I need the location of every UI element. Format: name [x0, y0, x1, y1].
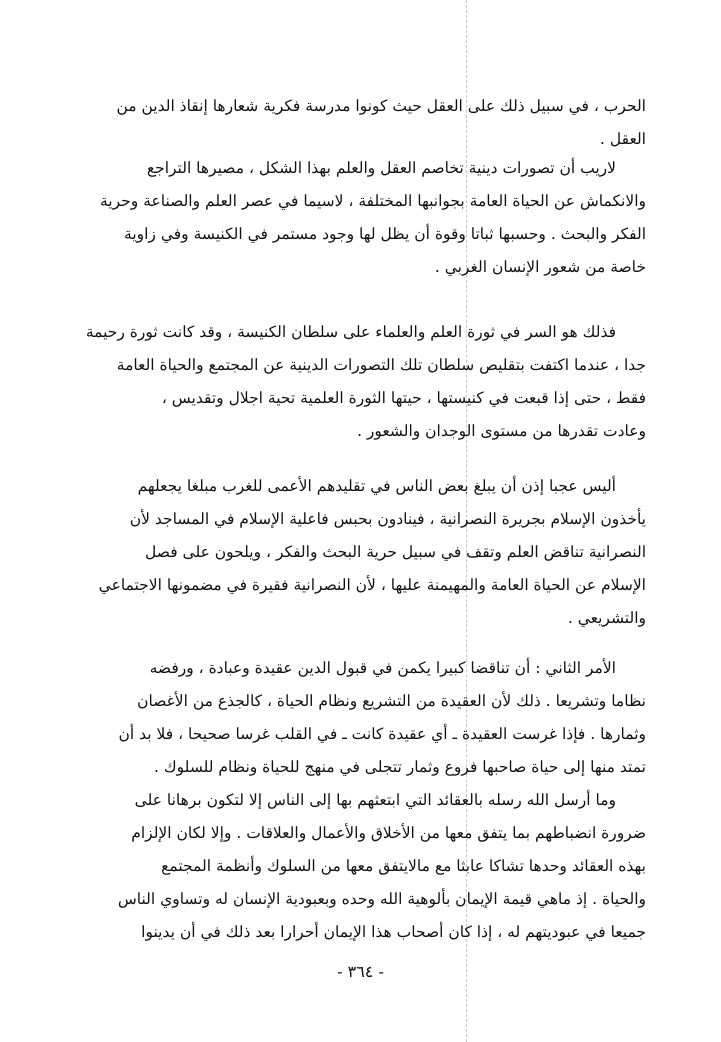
text-line: ضرورة انضباطهم بما يتفق معها من الأخلاق والأعمال والعلاقات . وإلا لكان الإلزام	[131, 824, 646, 842]
text-line: وعادت تقدرها من مستوى الوجدان والشعور .	[357, 422, 646, 440]
page-number: - ٣٦٤ -	[337, 962, 384, 981]
text-line: خاصة من شعور الإنسان الغربي .	[434, 258, 646, 276]
text-line: النصرانية تناقض العلم وتقف في سبيل حرية البحث والفكر ، ويلحون على فصل	[145, 543, 646, 561]
text-line: الفكر والبحث . وحسبها ثباتا وقوة أن يظل لها وجود مستمر في الكنيسة وفي زاوية	[124, 225, 646, 243]
paragraph-2	[72, 152, 646, 284]
text-line: وما أرسل الله رسله بالعقائد التي ابتعثهم بها إلى الناس إلا لتكون برهانا على	[134, 791, 616, 809]
text-line: الأمر الثاني : أن تناقضا كبيرا يكمن في قبول الدين عقيدة وعبادة ، ورفضه	[149, 659, 616, 677]
text-line: تمتد منها إلى حياة صاحبها فروع وثمار تتجلى في منهج للحياة ونظام للسلوك .	[154, 758, 646, 776]
paragraph-5	[72, 652, 646, 784]
text-line: نظاما وتشريعا . ذلك لأن العقيدة من التشريع ونظام الحياة ، كالجذع من الأغصان	[137, 692, 646, 710]
text-line: جدا ، عندما اكتفت بتقليص سلطان تلك التصورات الدينية عن المجتمع والحياة العامة	[116, 356, 646, 374]
text-line: يأخذون الإسلام بجريرة النصرانية ، فينادون بحبس فاعلية الإسلام في المساجد لأن	[129, 510, 646, 528]
text-line: فقط ، حتى إذا قبعت في كنيستها ، حيتها الثورة العلمية تحية اجلال وتقديس ،	[161, 389, 646, 407]
text-line: فذلك هو السر في ثورة العلم والعلماء على سلطان الكنيسة ، وقد كانت ثورة رحيمة	[85, 323, 616, 341]
paragraph-4	[72, 470, 646, 635]
text-line: بهذه العقائد وحدها تشاكا عابثا مع مالايتفق معها من السلوك وأنظمة المجتمع	[161, 857, 646, 875]
paragraph-1	[72, 90, 646, 156]
text-line: الحرب ، في سبيل ذلك على العقل حيث كونوا مدرسة فكرية شعارها إنقاذ الدين من	[116, 97, 646, 115]
text-line: الإسلام عن الحياة العامة والمهيمنة عليها ، لأن النصرانية فقيرة في مضمونها الاجتماعي	[98, 576, 646, 594]
text-line: العقل .	[600, 130, 646, 148]
text-line: أليس عجبا إذن أن يبلغ بعض الناس في تقليدهم الأعمى للغرب مبلغا يجعلهم	[137, 477, 616, 495]
text-line: جميعا في عبوديتهم له ، إذا كان أصحاب هذا الإيمان أحرارا بعد ذلك في أن يدينوا	[141, 923, 646, 941]
text-line: لاريب أن تصورات دينية تخاصم العقل والعلم بهذا الشكل ، مصيرها التراجع	[146, 159, 616, 177]
text-line: والحياة . إذ ماهي قيمة الإيمان بألوهية الله وحده وبعبودية الإنسان له وتساوي الناس	[117, 890, 646, 908]
paragraph-6	[72, 784, 646, 949]
text-line: والتشريعي .	[567, 609, 646, 627]
text-line: وثمارها . فإذا غرست العقيدة ـ أي عقيدة كانت ـ في القلب غرسا صحيحا ، فلا بد أن	[118, 725, 646, 743]
paragraph-3	[72, 316, 646, 448]
text-line: والانكماش عن الحياة العامة بجوانبها المختلفة ، لاسيما في عصر العلم والصناعة وحرية	[100, 192, 646, 210]
